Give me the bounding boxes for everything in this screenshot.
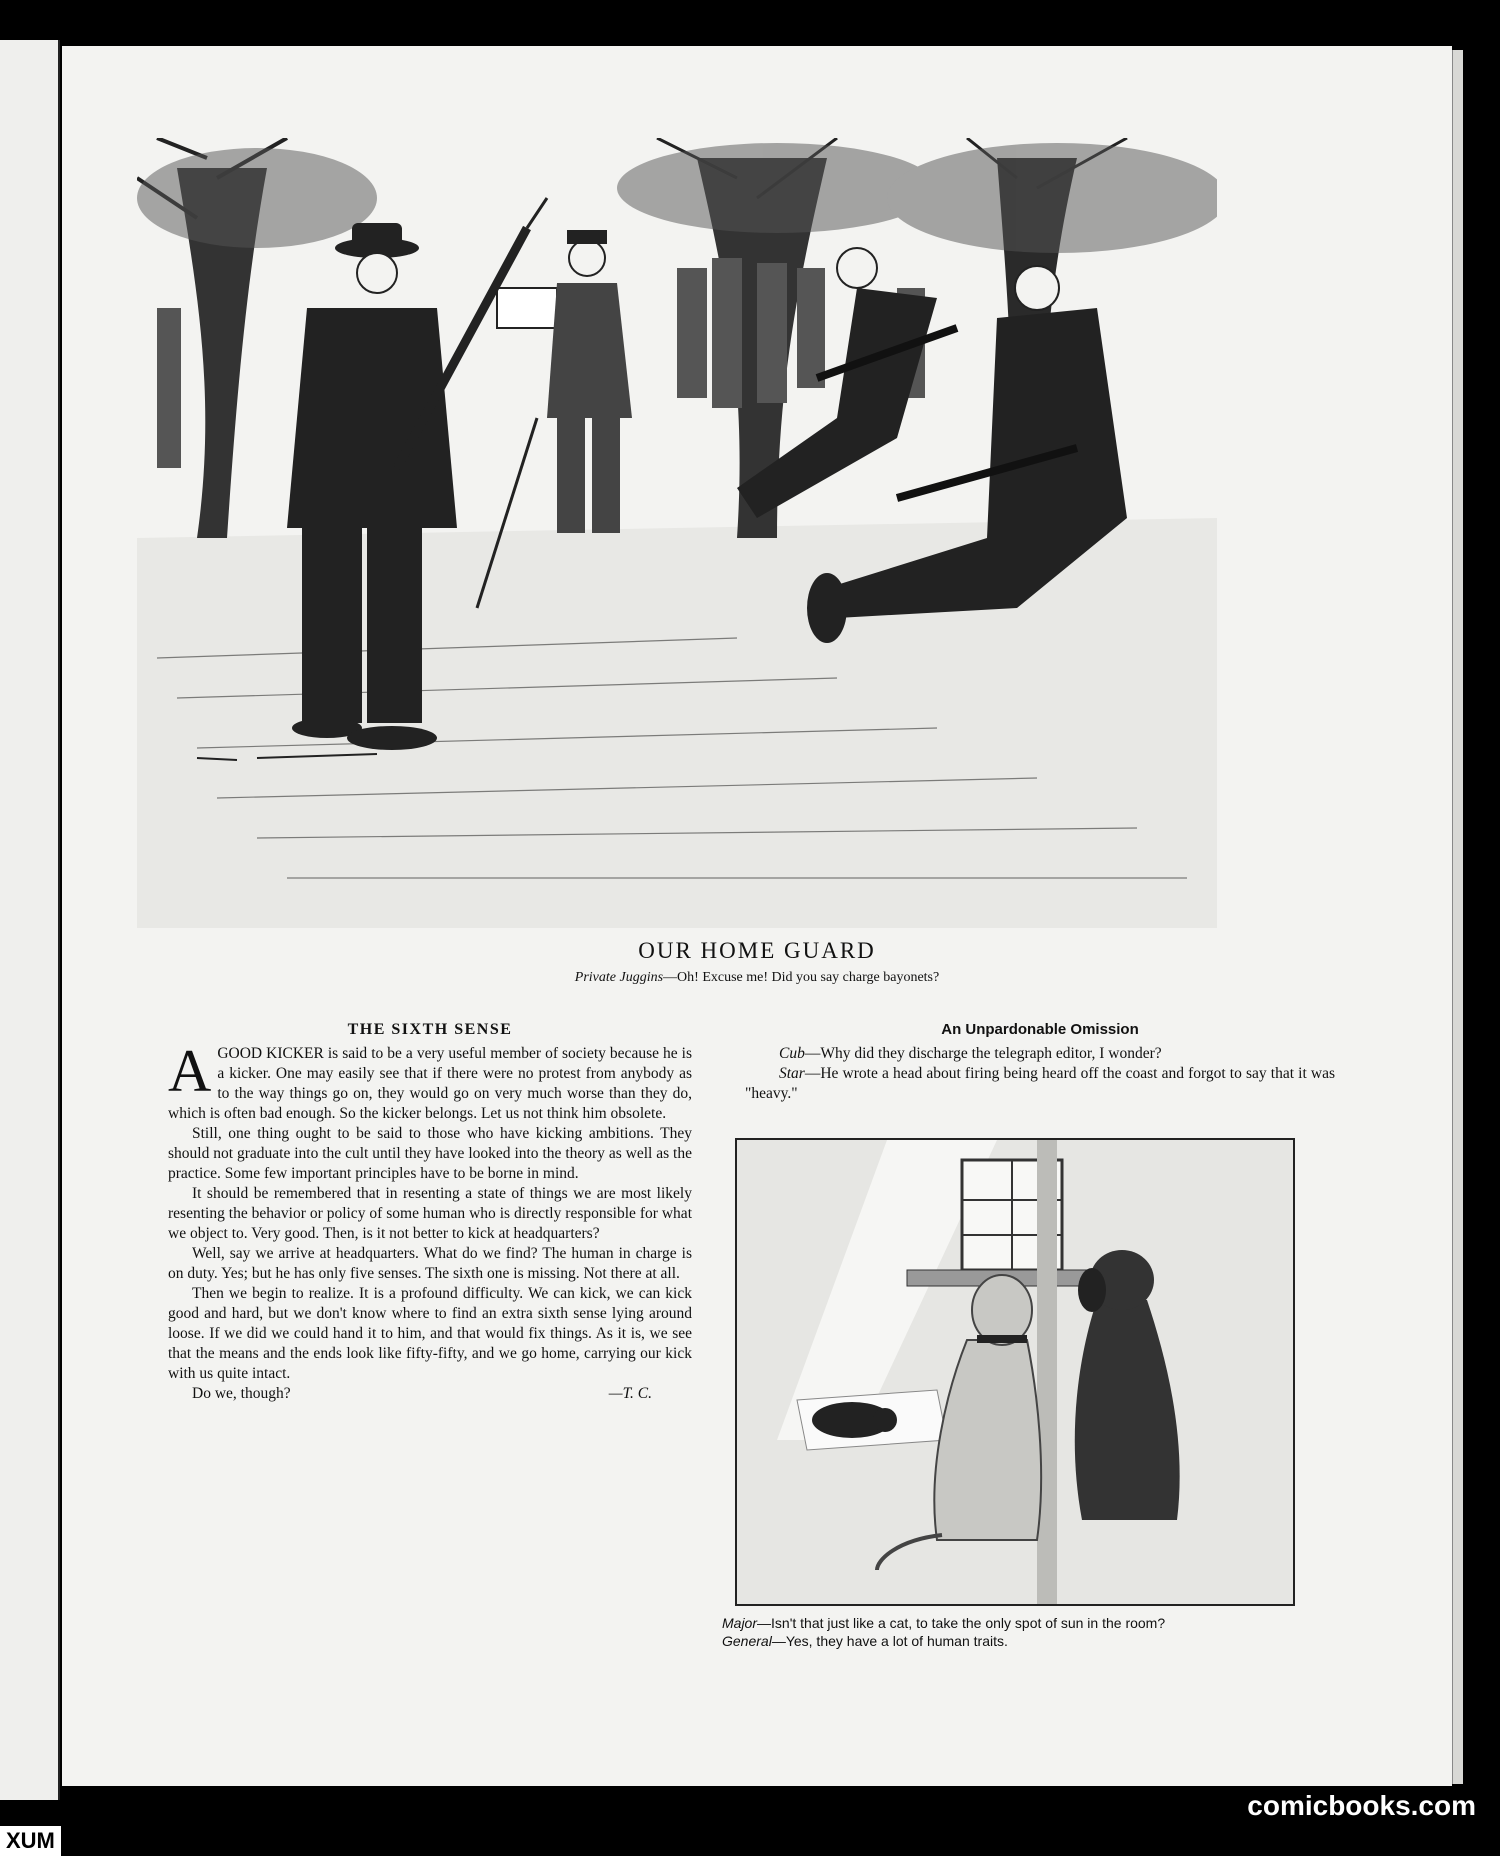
top-caption [62,938,1452,986]
dialogue-line [722,1614,1322,1632]
closing-line [168,1384,692,1404]
article-paragraph: Then we begin to realize. It is a profound difficulty. We can kick, we can kick good and hard, but we don't know where to find an extra sixth sense lying around loose. If we did we could hand it to him, and that would fix things. As it is, we see that the means and the ends look like fifty-fifty, and we go home, carrying our kick with us quite intact. [168,1285,692,1382]
closing-text: Do we, though? [192,1385,291,1402]
dialogue-line [722,1632,1322,1650]
speaker-name: Cub [779,1045,805,1062]
cartoon-caption [62,970,1452,986]
paragraph-text: GOOD KICKER is said to be a very useful member of society because he is a kicker. One may easily see that if there were no protest from anybody as to the way things go on, they would go on very much worse than they do, which is often bad enough. So the kicker belongs. Let us not think him obsolete. [168,1045,692,1122]
dialogue-text: —Why did they discharge the telegraph editor, I wonder? [804,1045,1162,1062]
article-omission [745,1020,1335,1104]
caption-speaker: Private Juggins [574,970,664,985]
cartoon-title: OUR HOME GUARD [638,938,876,963]
caption-line: —Oh! Excuse me! Did you say charge bayonets? [663,970,940,985]
speaker-name: Major [722,1615,758,1631]
home-guard-illustration [137,138,1217,928]
article-paragraph: Still, one thing ought to be said to those who have kicking ambitions. They should not graduate into the cult until they have looked into the theory as well as the practice. Some few important principles have to be borne in mind. [168,1125,692,1182]
dialogue-line [745,1044,1335,1064]
dialogue-text: —Isn't that just like a cat, to take the only spot of sun in the room? [757,1615,1166,1631]
article-paragraph: It should be remembered that in resenting a state of things we are most likely resenting the behavior or policy of some human who is directly responsible for what we object to. Very good. Then, is it not better to kick at headquarters? [168,1185,692,1242]
dialogue-text: —He wrote a head about firing being heard off the coast and forgot to say that it was "heavy." [745,1065,1335,1102]
article-sixth-sense [168,1020,692,1404]
cat-dogs-illustration [735,1138,1295,1606]
drop-cap: A [168,1038,212,1104]
author-signature: —T. C. [608,1385,652,1402]
facing-page-edge [0,40,60,1800]
omission-heading: An Unpardonable Omission [941,1021,1139,1038]
dialogue-line [745,1064,1335,1104]
article-paragraph: Well, say we arrive at headquarters. What do we find? The human in charge is on duty. Yes; but he has only five senses. The sixth one is missing. Not there at all. [168,1245,692,1282]
dialogue-text: —Yes, they have a lot of human traits. [771,1633,1008,1649]
cat-caption [722,1614,1322,1650]
article-paragraph [168,1038,692,1124]
corner-tag: XUM [0,1826,61,1856]
page-edge [1452,50,1463,1784]
site-watermark: comicbooks.com [1247,1790,1476,1821]
speaker-name: Star [779,1065,805,1082]
speaker-name: General [722,1633,772,1649]
article-heading: THE SIXTH SENSE [347,1021,513,1038]
